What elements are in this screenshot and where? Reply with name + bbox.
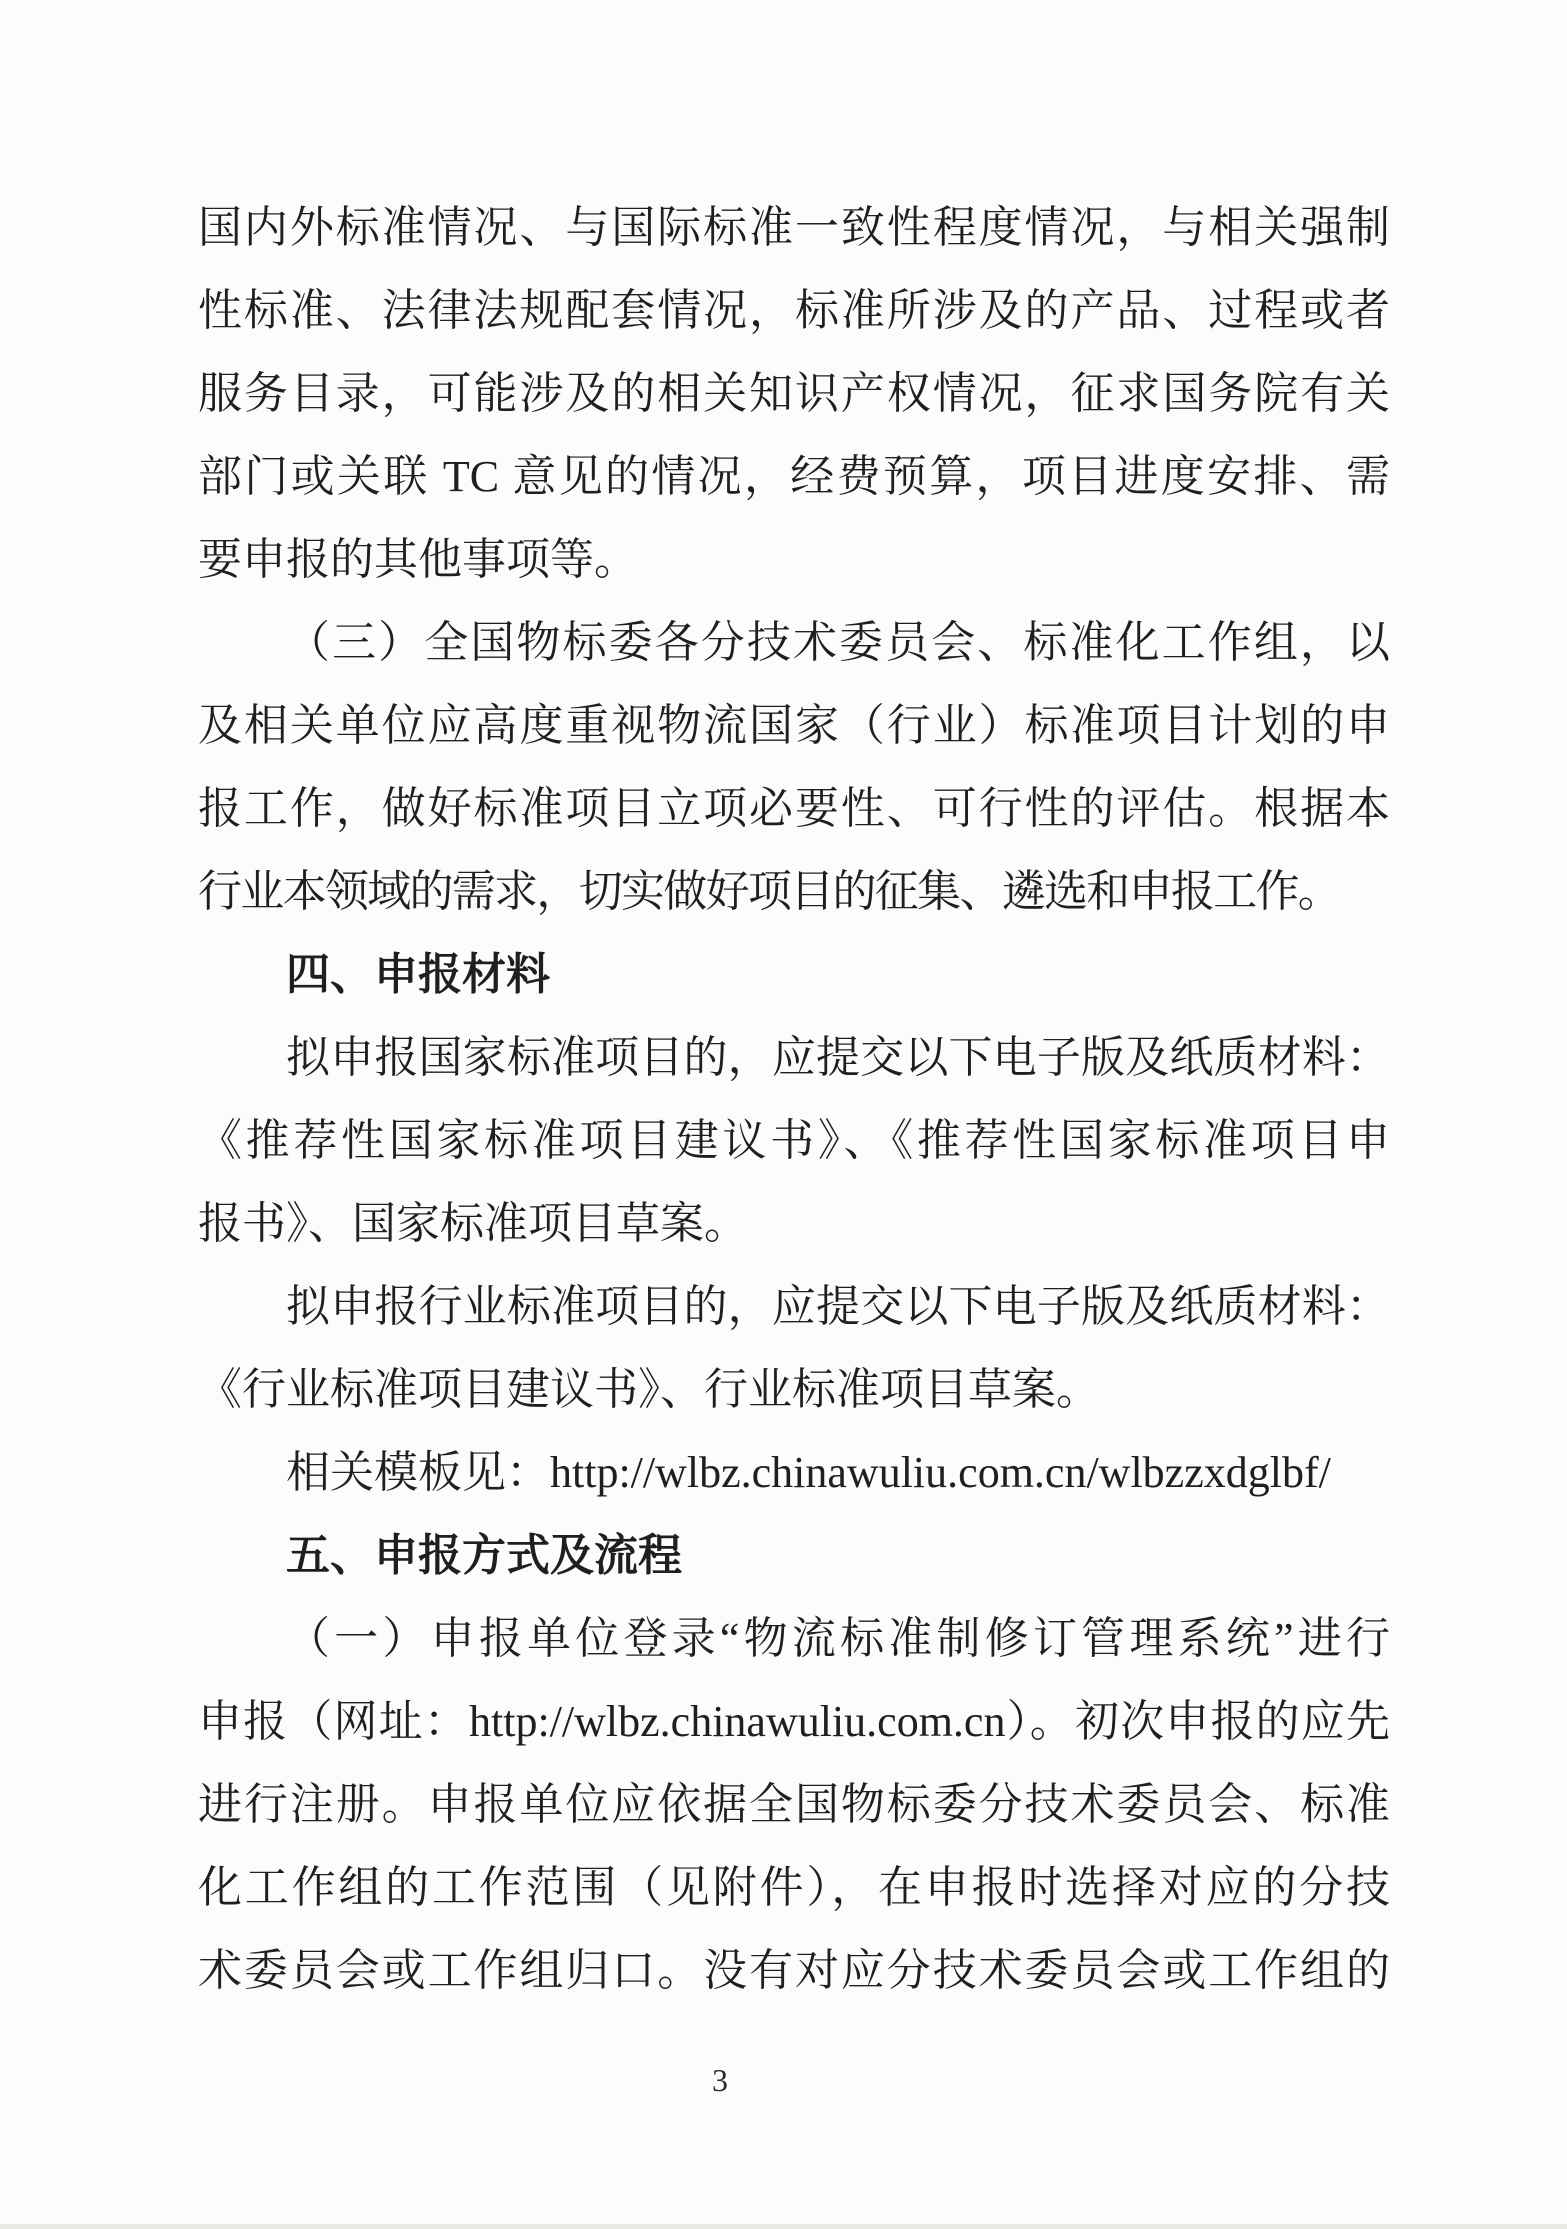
text-line: 服务目录，可能涉及的相关知识产权情况，征求国务院有关	[198, 369, 1390, 418]
text-line: 《推荐性国家标准项目建议书》、《推荐性国家标准项目申	[198, 1116, 1390, 1165]
text-line: 行业本领域的需求，切实做好项目的征集、遴选和申报工作。	[198, 867, 1341, 916]
text-line: 《行业标准项目建议书》、行业标准项目草案。	[198, 1365, 1100, 1414]
text-line: 化工作组的工作范围（见附件），在申报时选择对应的分技	[198, 1863, 1390, 1912]
text-line: 拟申报国家标准项目的，应提交以下电子版及纸质材料：	[286, 1033, 1390, 1082]
section-heading-process: 五、申报方式及流程	[286, 1530, 682, 1581]
text-line: 国内外标准情况、与国际标准一致性程度情况，与相关强制	[198, 203, 1390, 252]
text-line: 报书》、国家标准项目草案。	[198, 1199, 748, 1248]
text-line: 性标准、法律法规配套情况，标准所涉及的产品、过程或者	[198, 286, 1390, 335]
text-line: （三）全国物标委各分技术委员会、标准化工作组，以	[286, 618, 1390, 667]
text-line: 部门或关联 TC 意见的情况，经费预算，项目进度安排、需	[198, 452, 1390, 501]
text-line: 及相关单位应高度重视物流国家（行业）标准项目计划的申	[198, 701, 1390, 750]
text-line-template-url: 相关模板见：http://wlbz.chinawuliu.com.cn/wlbzzxdglbf/	[286, 1448, 1331, 1497]
document-text-block	[198, 186, 1390, 2012]
text-line: 报工作，做好标准项目立项必要性、可行性的评估。根据本	[198, 784, 1390, 833]
page-number: 3	[712, 2062, 728, 2098]
text-line-system-url: 申报（网址：http://wlbz.chinawuliu.com.cn）。初次申报的应先	[198, 1697, 1390, 1746]
section-heading-materials: 四、申报材料	[286, 949, 550, 1000]
text-line: 拟申报行业标准项目的，应提交以下电子版及纸质材料：	[286, 1282, 1390, 1331]
text-line: （一）申报单位登录“物流标准制修订管理系统”进行	[286, 1614, 1390, 1663]
text-line: 进行注册。申报单位应依据全国物标委分技术委员会、标准	[198, 1780, 1390, 1829]
scan-edge-artifact	[0, 2224, 1567, 2229]
text-line: 要申报的其他事项等。	[198, 535, 638, 584]
text-line: 术委员会或工作组归口。没有对应分技术委员会或工作组的	[198, 1946, 1390, 1995]
